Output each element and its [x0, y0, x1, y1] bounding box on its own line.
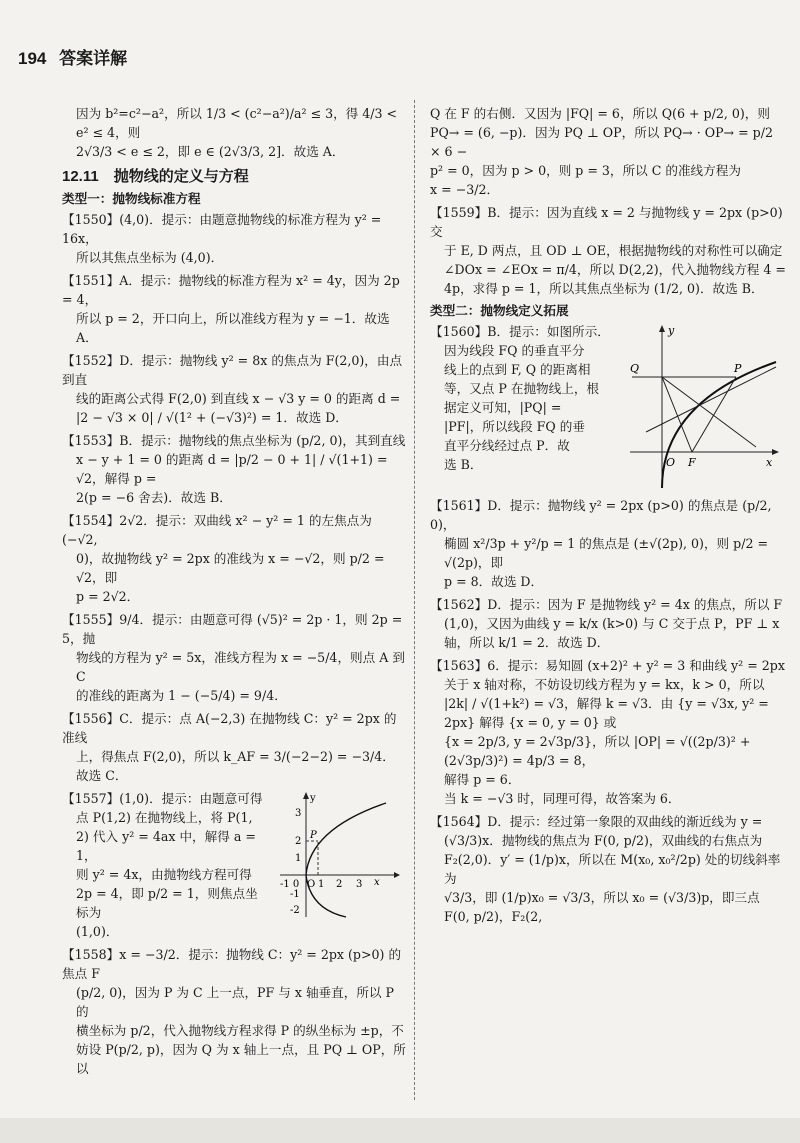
x-axis-arrow	[772, 449, 779, 455]
problem-1558-continued	[430, 104, 786, 199]
text-line: 选 B．	[444, 457, 483, 472]
text-line: 4p，求得 p = 1，所以其焦点坐标为 (1/2, 0)．故选 B．	[444, 281, 764, 296]
problem-1560-text	[430, 322, 616, 474]
problem-1562	[430, 595, 786, 652]
tick-label: 1	[318, 879, 325, 890]
y-axis-arrow	[303, 792, 309, 799]
tick-label: 3	[356, 879, 363, 890]
page-number: 194	[18, 49, 47, 68]
text-line: 2p = 4，即 p/2 = 1，则焦点坐标为	[76, 886, 258, 920]
problem-1557	[62, 789, 406, 941]
text-line: F₂(2,0)．y′ = (1/p)x，所以在 M(x₀, x₀²/2p) 处的切线斜率为	[444, 852, 781, 886]
section-title: 12.11 抛物线的定义与方程	[62, 168, 249, 185]
text-line: 【1550】(4,0)．提示：由题意抛物线的标准方程为 y² = 16x，	[62, 212, 382, 246]
text-line: 所以其焦点坐标为 (4,0)．	[76, 250, 224, 265]
problem-1560	[430, 322, 786, 492]
text-line: 解得 p = 6．	[444, 772, 521, 787]
text-line: |2 − √3 × 0| / √(1² + (−√3)²) = 1．故选 D．	[76, 410, 348, 425]
point-label-f: F	[688, 456, 696, 469]
text-line: 横坐标为 p/2，代入抛物线方程求得 P 的纵坐标为 ±p，不	[76, 1023, 404, 1038]
problem-1561	[430, 496, 786, 591]
text-line: 所以 p = 2，开口向上，所以准线方程为 y = −1．故选 A．	[76, 311, 390, 345]
text-line: 轴，所以 k/1 = 2．故选 D．	[444, 635, 610, 650]
text-line: 【1563】6．提示：易知圆 (x+2)² + y² = 3 和曲线 y² = 2px	[430, 658, 785, 673]
problem-1552	[62, 351, 406, 427]
text-line: 2√3/3 < e ≤ 2，即 e ∈ (2√3/3, 2]．故选 A．	[76, 144, 345, 159]
text-line: 线的距离公式得 F(2,0) 到直线 x − √3 y = 0 的距离 d =	[76, 391, 401, 406]
text-line: 妨设 P(p/2, p)，因为 Q 为 x 轴上一点，且 PQ ⊥ OP，所以	[76, 1042, 406, 1076]
text-line: 【1553】B．提示：抛物线的焦点坐标为 (p/2, 0)，其到直线	[62, 433, 406, 448]
problem-1559	[430, 203, 786, 298]
y-axis-arrow	[659, 325, 665, 332]
text-line: 【1561】D．提示：抛物线 y² = 2px (p>0) 的焦点是 (p/2, 0)，	[430, 498, 772, 532]
text-line: 直平分线经过点 P．故	[444, 438, 570, 453]
point-label-p: P	[310, 830, 317, 841]
axis-label-x: x	[374, 877, 380, 888]
text-line: 【1555】9/4．提示：由题意可得 (√5)² = 2p · 1，则 2p = 5，抛	[62, 612, 403, 646]
text-line: 【1564】D．提示：经过第一象限的双曲线的渐近线为 y =	[430, 814, 763, 829]
problem-1550	[62, 210, 406, 267]
text-line: (1,0)，又因为曲线 y = k/x (k>0) 与 C 交于点 P，PF ⊥ x	[444, 616, 780, 631]
text-line: 【1562】D．提示：因为 F 是抛物线 y² = 4x 的焦点，所以 F	[430, 597, 783, 612]
parabola-curve	[662, 362, 776, 488]
origin-label: O	[307, 879, 316, 890]
text-line: (√3/3)x．抛物线的焦点为 F(0, p/2)，双曲线的右焦点为	[444, 833, 763, 848]
tick-label: 2	[336, 879, 343, 890]
text-line: 则 y² = 4x，由抛物线方程可得	[76, 867, 252, 882]
text-line: (1,0)．	[76, 924, 119, 939]
text-line: 【1554】2√2．提示：双曲线 x² − y² = 1 的左焦点为 (−√2,	[62, 513, 372, 547]
text-line: 关于 x 轴对称，不妨设切线方程为 y = kx，k > 0，所以	[444, 677, 765, 692]
text-line: 上，得焦点 F(2,0)，所以 k_AF = 3/(−2−2) = −3/4．故选 C．	[76, 749, 395, 783]
text-line: 【1552】D．提示：抛物线 y² = 8x 的焦点为 F(2,0)，由点到直	[62, 353, 403, 387]
point-label-p: P	[734, 362, 742, 375]
text-line: 的准线的距离为 1 − (−5/4) = 9/4．	[76, 688, 287, 703]
text-line: 线上的点到 F, Q 的距离相	[444, 362, 591, 377]
text-line: 2) 代入 y² = 4ax 中，解得 a = 1，	[76, 829, 256, 863]
text-line: 当 k = −√3 时，同理可得，故答案为 6．	[444, 791, 681, 806]
page-header	[18, 44, 127, 69]
axis-label-y: y	[310, 793, 316, 804]
type2-heading: 类型二：抛物线定义拓展	[430, 304, 569, 318]
page-header-title: 答案详解	[59, 49, 128, 68]
tick-label: -2	[290, 905, 300, 916]
problem-1557-text	[62, 789, 267, 941]
tick-label: 1	[295, 853, 302, 864]
text-line: 【1560】B．提示：如图所示．	[430, 324, 610, 339]
point-label-q: Q	[630, 362, 640, 375]
text-line: 【1556】C．提示：点 A(−2,3) 在抛物线 C：y² = 2px 的准线	[62, 711, 397, 745]
problem-1553	[62, 431, 406, 507]
axis-label-y: y	[668, 324, 675, 337]
text-line: (p/2, 0)，因为 P 为 C 上一点，PF 与 x 轴垂直，所以 P 的	[76, 985, 394, 1019]
tick-label: 2	[295, 836, 302, 847]
text-line: x − y + 1 = 0 的距离 d = |p/2 − 0 + 1| / √(1+1) = √2，解得 p =	[76, 452, 388, 486]
x-axis-arrow	[394, 872, 400, 878]
text-line: 0)，故抛物线 y² = 2px 的准线为 x = −√2，则 p/2 = √2，即	[76, 551, 385, 585]
axis-label-x: x	[766, 456, 773, 469]
text-line: x = −3/2．	[430, 182, 500, 197]
text-line: 【1551】A．提示：抛物线的标准方程为 x² = 4y，因为 2p = 4，	[62, 273, 400, 307]
parabola-figure-1557	[276, 789, 406, 919]
text-line: p = 2√2．	[76, 589, 140, 604]
intro-solution	[62, 104, 406, 161]
text-line: 点 P(1,2) 在抛物线上，将 P(1,	[76, 810, 253, 825]
text-line: 据定义可知，|PQ| =	[444, 400, 562, 415]
text-line: 【1558】x = −3/2．提示：抛物线 C：y² = 2px (p>0) 的焦点 F	[62, 947, 402, 981]
column-divider	[414, 100, 415, 1100]
text-line: |PF|，所以线段 FQ 的垂	[444, 419, 585, 434]
parabola-figure-1560	[626, 322, 786, 492]
text-line: 【1559】B．提示：因为直线 x = 2 与抛物线 y = 2px (p>0) 交	[430, 205, 783, 239]
problem-1554	[62, 511, 406, 606]
problem-1551	[62, 271, 406, 347]
text-line: 2(p = −6 舍去)．故选 B．	[76, 490, 232, 505]
text-line: {x = 2p/3, y = 2√3p/3}，所以 |OP| = √((2p/3)² + (2√3p/3)²) = 4p/3 = 8，	[444, 734, 751, 768]
type1-heading: 类型一：抛物线标准方程	[62, 192, 201, 206]
text-line: |2k| / √(1+k²) = √3，解得 k = √3．由 {y = √3x, y² = 2px} 解得 {x = 0, y = 0} 或	[444, 696, 769, 730]
problem-1555	[62, 610, 406, 705]
page-bottom-edge	[0, 1118, 800, 1143]
problem-1556	[62, 709, 406, 785]
text-line: 【1557】(1,0)．提示：由题意可得	[62, 791, 263, 806]
origin-label: O	[666, 456, 676, 469]
text-line: 椭圆 x²/3p + y²/p = 1 的焦点是 (±√(2p), 0)，则 p/2 = √(2p)，即	[444, 536, 769, 570]
text-line: 等，又点 P 在抛物线上，根	[444, 381, 600, 396]
problem-1564	[430, 812, 786, 926]
left-column	[62, 104, 406, 1082]
text-line: PQ→ = (6, −p)．因为 PQ ⊥ OP，所以 PQ→ · OP→ = p/2 × 6 −	[430, 125, 773, 159]
segment-pf	[692, 377, 736, 452]
text-line: 物线的方程为 y² = 5x，准线方程为 x = −5/4，则点 A 到 C	[76, 650, 405, 684]
right-column	[430, 104, 786, 930]
tick-label: -1	[290, 889, 300, 900]
problem-1563	[430, 656, 786, 808]
text-line: Q 在 F 的右侧．又因为 |FQ| = 6，所以 Q(6 + p/2, 0)，则	[430, 106, 770, 121]
text-line: ∠DOx = ∠EOx = π/4，所以 D(2,2)，代入抛物线方程 4 =	[444, 262, 786, 277]
text-line: 于 E, D 两点，且 OD ⊥ OE，根据抛物线的对称性可以确定	[444, 243, 783, 258]
tick-label: -1 0	[280, 879, 300, 890]
text-line: √3/3，即 (1/p)x₀ = √3/3，所以 x₀ = (√3/3)p，即三点 F(0, p/2)，F₂(2,	[444, 890, 760, 924]
text-line: 因为 b²=c²−a²，所以 1/3 < (c²−a²)/a² ≤ 3，得 4/3 < e² ≤ 4，则	[76, 106, 398, 140]
text-line: p² = 0，因为 p > 0，则 p = 3，所以 C 的准线方程为	[430, 163, 741, 178]
text-line: p = 8．故选 D．	[444, 574, 544, 589]
tick-label: 3	[295, 808, 302, 819]
text-line: 因为线段 FQ 的垂直平分	[444, 343, 585, 358]
problem-1558	[62, 945, 406, 1078]
